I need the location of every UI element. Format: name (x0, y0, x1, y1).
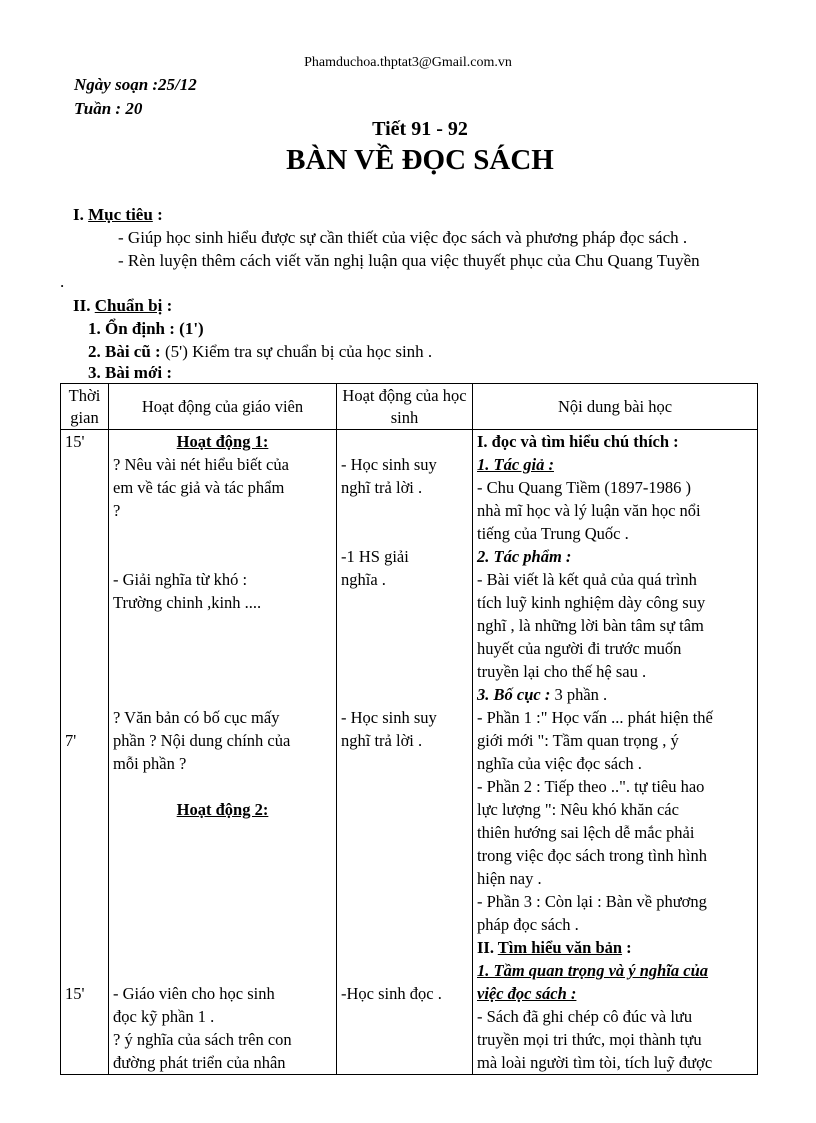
student-line: - Học sinh suy (341, 455, 437, 474)
table-row (61, 430, 758, 1075)
teacher-line: ? (113, 501, 121, 520)
student-line: -Học sinh đọc . (341, 984, 442, 1003)
content-line: mà loài người tìm tòi, tích luỹ được (477, 1053, 713, 1072)
header-time: Thời gian (61, 384, 109, 430)
prep-old-lesson: 2. Bài cũ : (5') Kiểm tra sự chuẩn bị của học sinh . (88, 342, 433, 361)
content-line: thiên hướng sai lệch dễ mắc phải (477, 823, 695, 842)
date-line: Ngày soạn :25/12 (74, 75, 197, 94)
teacher-line: ? Nêu vài nét hiểu biết của (113, 455, 289, 474)
teacher-line: đọc kỹ phần 1 . (113, 1007, 215, 1026)
student-line: nghĩ trả lời . (341, 731, 423, 750)
teacher-line: mỗi phần ? (113, 754, 187, 773)
teacher-line: em về tác giả và tác phẩm (113, 478, 285, 497)
content-line: - Phần 3 : Còn lại : Bàn về phương (477, 892, 707, 911)
content-line: tiếng của Trung Quốc . (477, 524, 629, 543)
content-line: - Bài viết là kết quả của quá trình (477, 570, 697, 589)
objective-2-period: . (60, 272, 65, 291)
activity-2-heading: Hoạt động 2: (176, 800, 269, 819)
lesson-number: Tiết 91 - 92 (372, 118, 468, 140)
content-line: nhà mĩ học và lý luận văn học nổi (477, 501, 701, 520)
lesson-plan-table (60, 383, 758, 1075)
content-work-heading: 2. Tác phẩm : (477, 547, 572, 566)
content-line: truyền mọi tri thức, mọi thành tựu (477, 1030, 702, 1049)
teacher-line: phần ? Nội dung chính của (113, 731, 291, 750)
teacher-line: - Giáo viên cho học sinh (113, 984, 275, 1003)
time-1: 15' (65, 432, 85, 451)
student-line: nghĩa . (341, 570, 386, 589)
content-line: tích luỹ kinh nghiệm dày công suy (477, 593, 706, 612)
content-line: - Phần 1 :" Học vấn ... phát hiện thế (477, 708, 713, 727)
teacher-line: Trường chinh ,kinh .... (113, 593, 262, 612)
content-author-heading: 1. Tác giả : (477, 455, 554, 474)
student-line: - Học sinh suy (341, 708, 437, 727)
header-teacher: Hoạt động của giáo viên (109, 384, 337, 430)
content-line: trong việc đọc sách trong tình hình (477, 846, 708, 865)
content-line: lực lượng ": Nêu khó khăn các (477, 800, 679, 819)
content-line: nghĩa của việc đọc sách . (477, 754, 642, 773)
teacher-line: - Giải nghĩa từ khó : (113, 570, 248, 589)
content-line: - Sách đã ghi chép cô đúc và lưu (477, 1007, 693, 1026)
prep-new-lesson: 3. Bài mới : (88, 363, 173, 382)
section-objectives-heading: I. Mục tiêu : (73, 205, 163, 224)
student-line: nghĩ trả lời . (341, 478, 423, 497)
content-section-1: I. đọc và tìm hiểu chú thích : (477, 432, 679, 451)
week-line: Tuần : 20 (74, 99, 143, 118)
content-line: - Phần 2 : Tiếp theo ..". tự tiêu hao (477, 777, 705, 796)
content-line: pháp đọc sách . (477, 915, 579, 934)
table-header-row (61, 384, 758, 430)
content-line: huyết của người đi trước muốn (477, 639, 682, 658)
objective-2: - Rèn luyện thêm cách viết văn nghị luận qua việc thuyết phục của Chu Quang Tuyền (118, 251, 700, 270)
objective-1: - Giúp học sinh hiểu được sự cần thiết của việc đọc sách và phương pháp đọc sách . (118, 228, 688, 247)
content-line: nghĩ , là những lời bàn tâm sự tâm (477, 616, 704, 635)
student-column (337, 430, 473, 1075)
content-line: giới mới ": Tầm quan trọng , ý (477, 731, 679, 750)
document-title: BÀN VỀ ĐỌC SÁCH (286, 144, 554, 176)
content-line: hiện nay . (477, 869, 542, 888)
content-line: truyền lại cho thế hệ sau . (477, 662, 647, 681)
content-section-2: II. Tìm hiểu văn bản : (477, 938, 632, 957)
time-column (61, 430, 109, 1075)
section-prep-heading: II. Chuẩn bị : (73, 296, 173, 315)
time-2: 7' (65, 731, 77, 750)
time-3: 15' (65, 984, 85, 1003)
header-student: Hoạt động của học sinh (337, 384, 473, 430)
teacher-column (109, 430, 337, 1075)
header-email: Phamduchoa.thptat3@Gmail.com.vn (304, 55, 512, 70)
header-content: Nội dung bài học (473, 384, 758, 430)
content-subheading: 1. Tầm quan trọng và ý nghĩa của (477, 961, 709, 980)
content-column (473, 430, 758, 1075)
activity-1-heading: Hoạt động 1: (176, 432, 269, 451)
teacher-line: đường phát triển của nhân (113, 1053, 286, 1072)
content-line: - Chu Quang Tiềm (1897-1986 ) (477, 478, 692, 497)
teacher-line: ? ý nghĩa của sách trên con (113, 1030, 292, 1049)
content-layout-heading: 3. Bố cục : 3 phần . (477, 685, 608, 704)
content-subheading-cont: việc đọc sách : (477, 984, 577, 1003)
prep-stabilize: 1. Ổn định : (1') (88, 319, 204, 338)
student-line: -1 HS giải (341, 547, 409, 566)
teacher-line: ? Văn bản có bố cục mấy (113, 708, 280, 727)
